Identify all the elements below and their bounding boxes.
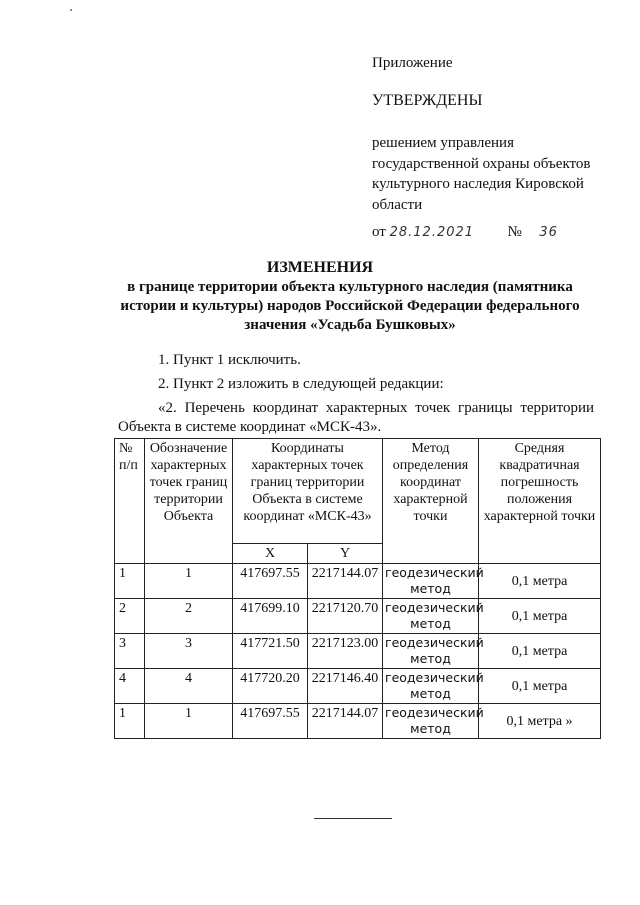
cell-y: 2217144.07 — [308, 564, 383, 599]
header-num: № п/п — [115, 439, 145, 564]
cell-x: 417699.10 — [233, 599, 308, 634]
cell-point: 2 — [145, 599, 233, 634]
paragraph-list-intro: «2. Перечень координат характерных точек границы территории Объекта в системе координат «МСК-43». — [118, 400, 594, 435]
header-y: Y — [308, 544, 383, 564]
cell-accuracy: 0,1 метра » — [479, 704, 601, 739]
document-title: ИЗМЕНЕНИЯ — [266, 259, 374, 276]
header-accuracy: Средняя квадратичная погрешность положения характерной точки — [479, 439, 601, 564]
header-designation: Обозначение характерных точек границ территории Объекта — [145, 439, 233, 564]
table-row — [115, 704, 601, 739]
cell-num: 2 — [115, 599, 145, 634]
cell-point: 1 — [145, 564, 233, 599]
scan-speck — [70, 9, 72, 11]
cell-num: 3 — [115, 634, 145, 669]
cell-num: 1 — [115, 704, 145, 739]
cell-point: 4 — [145, 669, 233, 704]
footer-separator-line — [314, 818, 392, 819]
appendix-label: Приложение — [372, 55, 453, 71]
coordinates-table — [114, 438, 601, 739]
header-x: X — [233, 544, 308, 564]
approved-label: УТВЕРЖДЕНЫ — [372, 92, 483, 109]
cell-method: геодезический метод — [383, 704, 479, 739]
date-prefix: от — [372, 224, 386, 240]
cell-num: 4 — [115, 669, 145, 704]
cell-num: 1 — [115, 564, 145, 599]
cell-point: 1 — [145, 704, 233, 739]
cell-y: 2217120.70 — [308, 599, 383, 634]
cell-accuracy: 0,1 метра — [479, 564, 601, 599]
date-line — [372, 222, 558, 243]
cell-x: 417720.20 — [233, 669, 308, 704]
table-row — [115, 634, 601, 669]
cell-x: 417721.50 — [233, 634, 308, 669]
document-subtitle: в границе территории объекта культурного наследия (памятника истории и культуры) народов Российской Федерации федерального значения «Усадьба Бушковых» — [120, 279, 580, 333]
cell-accuracy: 0,1 метра — [479, 634, 601, 669]
date-value: 28.12.2021 — [389, 225, 475, 240]
number-prefix: № — [507, 224, 522, 240]
cell-y: 2217144.07 — [308, 704, 383, 739]
decision-text: решением управления государственной охраны объектов культурного наследия Кировской области — [372, 135, 591, 213]
number-value: 36 — [539, 225, 558, 240]
item-2: 2. Пункт 2 изложить в следующей редакции: — [158, 376, 444, 392]
cell-point: 3 — [145, 634, 233, 669]
cell-method: геодезический метод — [383, 564, 479, 599]
cell-accuracy: 0,1 метра — [479, 669, 601, 704]
cell-y: 2217123.00 — [308, 634, 383, 669]
cell-method: геодезический метод — [383, 599, 479, 634]
cell-x: 417697.55 — [233, 564, 308, 599]
cell-y: 2217146.40 — [308, 669, 383, 704]
cell-x: 417697.55 — [233, 704, 308, 739]
table-row — [115, 564, 601, 599]
item-1: 1. Пункт 1 исключить. — [158, 352, 301, 368]
cell-method: геодезический метод — [383, 669, 479, 704]
cell-accuracy: 0,1 метра — [479, 599, 601, 634]
header-method: Метод определения координат характерной точки — [383, 439, 479, 564]
table-row — [115, 669, 601, 704]
table-row — [115, 599, 601, 634]
cell-method: геодезический метод — [383, 634, 479, 669]
header-coords: Координаты характерных точек границ территории Объекта в системе координат «МСК-43» — [233, 439, 383, 544]
